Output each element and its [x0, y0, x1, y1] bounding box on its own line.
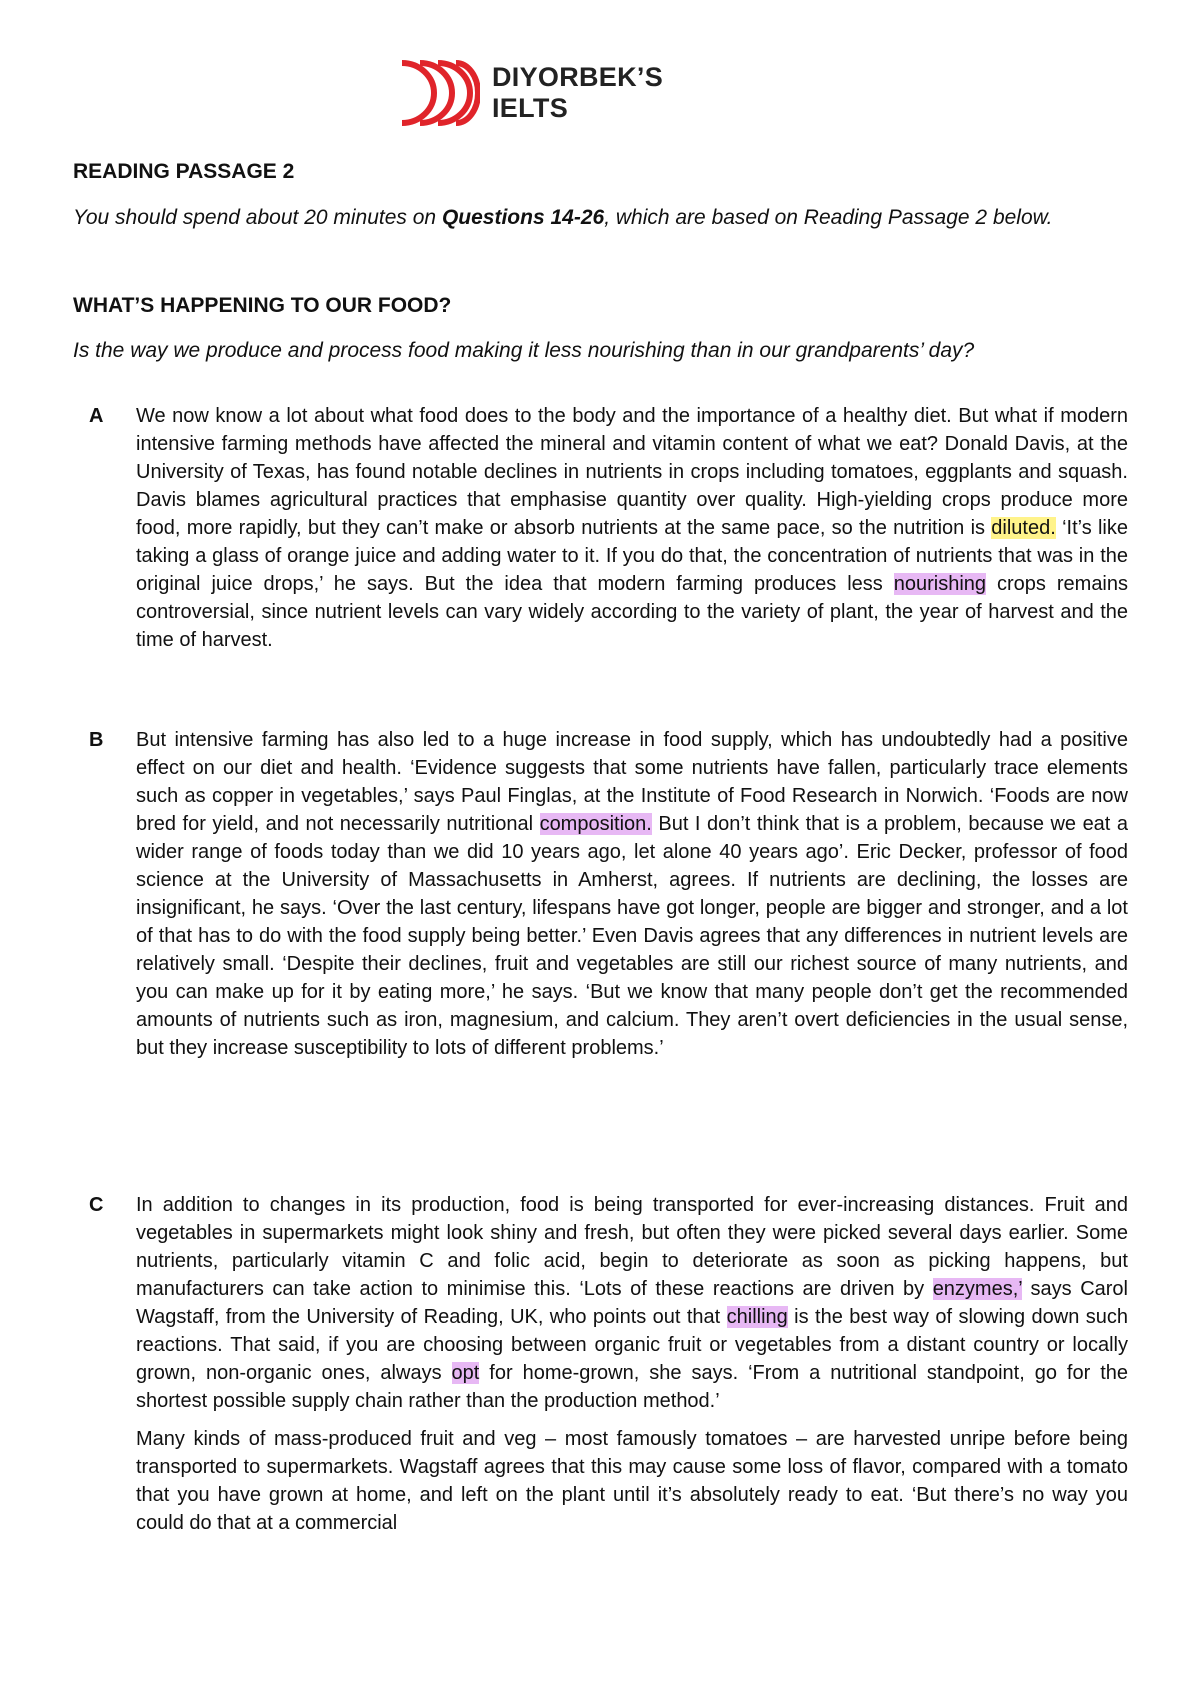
brand-logo	[398, 55, 663, 130]
brand-line-2: IELTS	[492, 92, 569, 123]
text-run: But I don’t think that is a problem, because we eat a wider range of foods today than we did 10 years ago, let alone 40 years ago’. Eric Decker, professor of food science at the University of Massachusetts in Amherst, agrees. If nutrients are declining, the losses are insignificant, he says. ‘Over the last century, lifespans have got longer, people are bigger and stronger, and a lot of that has to do with the food supply being better.’ Even Davis agrees that any differences in nutrient levels are relatively small. ‘Despite their declines, fruit and vegetables are still our richest source of many nutrients, and you can make up for it by eating more,’ he says. ‘But we know that many people don’t get the recommended amounts of nutrients such as iron, magnesium, and calcium. They aren’t overt deficiencies in the usual sense, but they increase susceptibility to lots of different problems.’	[136, 813, 1128, 1059]
passage-title: WHAT’S HAPPENING TO OUR FOOD?	[73, 294, 452, 317]
text-run: says Carol Wagstaff, from the University of Reading, UK, who points out that	[136, 1278, 1128, 1328]
passage-subtitle: Is the way we produce and process food making it less nourishing than in our grandparents’ day?	[73, 339, 975, 362]
highlight-diluted: diluted.	[991, 517, 1056, 539]
text-run: crops remains controversial, since nutrient levels can vary widely according to the variety of plant, the year of harvest and the time of harvest.	[136, 573, 1129, 651]
text-run: In addition to changes in its production, food is being transported for ever-increasing distances. Fruit and vegetables in supermarkets might look shiny and fresh, but often they were picked several days earlier. Some nutrients, particularly vitamin C and folic acid, begin to deteriorate as soon as picking happens, but manufacturers can take action to minimise this. ‘Lots of these reactions are driven by	[136, 1194, 1128, 1300]
text-run: is the best way of slowing down such reactions. That said, if you are choosing between organic fruit or vegetables from a distant country or locally grown, non-organic ones, always	[136, 1306, 1128, 1384]
highlight-opt: opt	[451, 1362, 480, 1384]
paragraph-b	[73, 726, 1128, 1062]
paragraph-label-b: B	[89, 729, 104, 751]
text-run: But intensive farming has also led to a huge increase in food supply, which has undoubtedly had a positive effect on our diet and health. ‘Evidence suggests that some nutrients have fallen, particularly trace elements such as copper in vegetables,’ says Paul Finglas, at the Institute of Food Research in Norwich. ‘Foods are now bred for yield, and not necessarily nutritional	[136, 729, 1128, 835]
instructions-questions: Questions 14-26	[441, 206, 605, 229]
brand-line-1: DIYORBEK’S	[492, 61, 664, 92]
text-run: for home-grown, she says. ‘From a nutritional standpoint, go for the shortest possible supply chain rather than the production method.’	[136, 1362, 1128, 1412]
brand-arcs-icon	[398, 57, 480, 129]
paragraph-c-continuation: Many kinds of mass-produced fruit and veg – most famously tomatoes – are harvested unripe before being transported to supermarkets. Wagstaff agrees that this may cause some loss of flavor, compared with a tomato that you have grown at home, and left on the plant until it’s absolutely ready to eat. ‘But there’s no way you could do that at a commercial	[136, 1428, 1128, 1534]
passage-heading: READING PASSAGE 2	[73, 160, 295, 183]
text-run: ‘It’s like taking a glass of orange juice and adding water to it. If you do that, the concentration of nutrients that was in the original juice drops,’ he says. But the idea that modern farming produces less	[136, 517, 1129, 595]
paragraph-body-c	[136, 1191, 1128, 1537]
brand-name	[492, 62, 663, 124]
text-run: We now know a lot about what food does to the body and the importance of a healthy diet. But what if modern intensive farming methods have affected the mineral and vitamin content of what we eat? Donald Davis, at the University of Texas, has found notable declines in nutrients in crops including tomatoes, eggplants and squash. Davis blames agricultural practices that emphasise quantity over quality. High-yielding crops produce more food, more rapidly, but they can’t make or absorb nutrients at the same pace, so the nutrition is	[136, 405, 1128, 539]
instructions-after: , which are based on Reading Passage 2 below.	[604, 206, 1053, 229]
instructions-before: You should spend about 20 minutes on	[73, 206, 442, 229]
highlight-enzymes: enzymes,’	[932, 1278, 1022, 1300]
paragraph-a	[73, 402, 1128, 654]
highlight-chilling: chilling	[726, 1306, 788, 1328]
paragraph-label-a: A	[89, 405, 104, 427]
paragraph-body-a	[136, 402, 1128, 654]
highlight-composition: composition.	[539, 813, 652, 835]
paragraph-label-c: C	[89, 1194, 104, 1216]
paragraph-c	[73, 1191, 1128, 1537]
highlight-nourishing: nourishing	[893, 573, 987, 595]
paragraph-body-b	[136, 726, 1128, 1062]
instructions	[73, 203, 1128, 232]
